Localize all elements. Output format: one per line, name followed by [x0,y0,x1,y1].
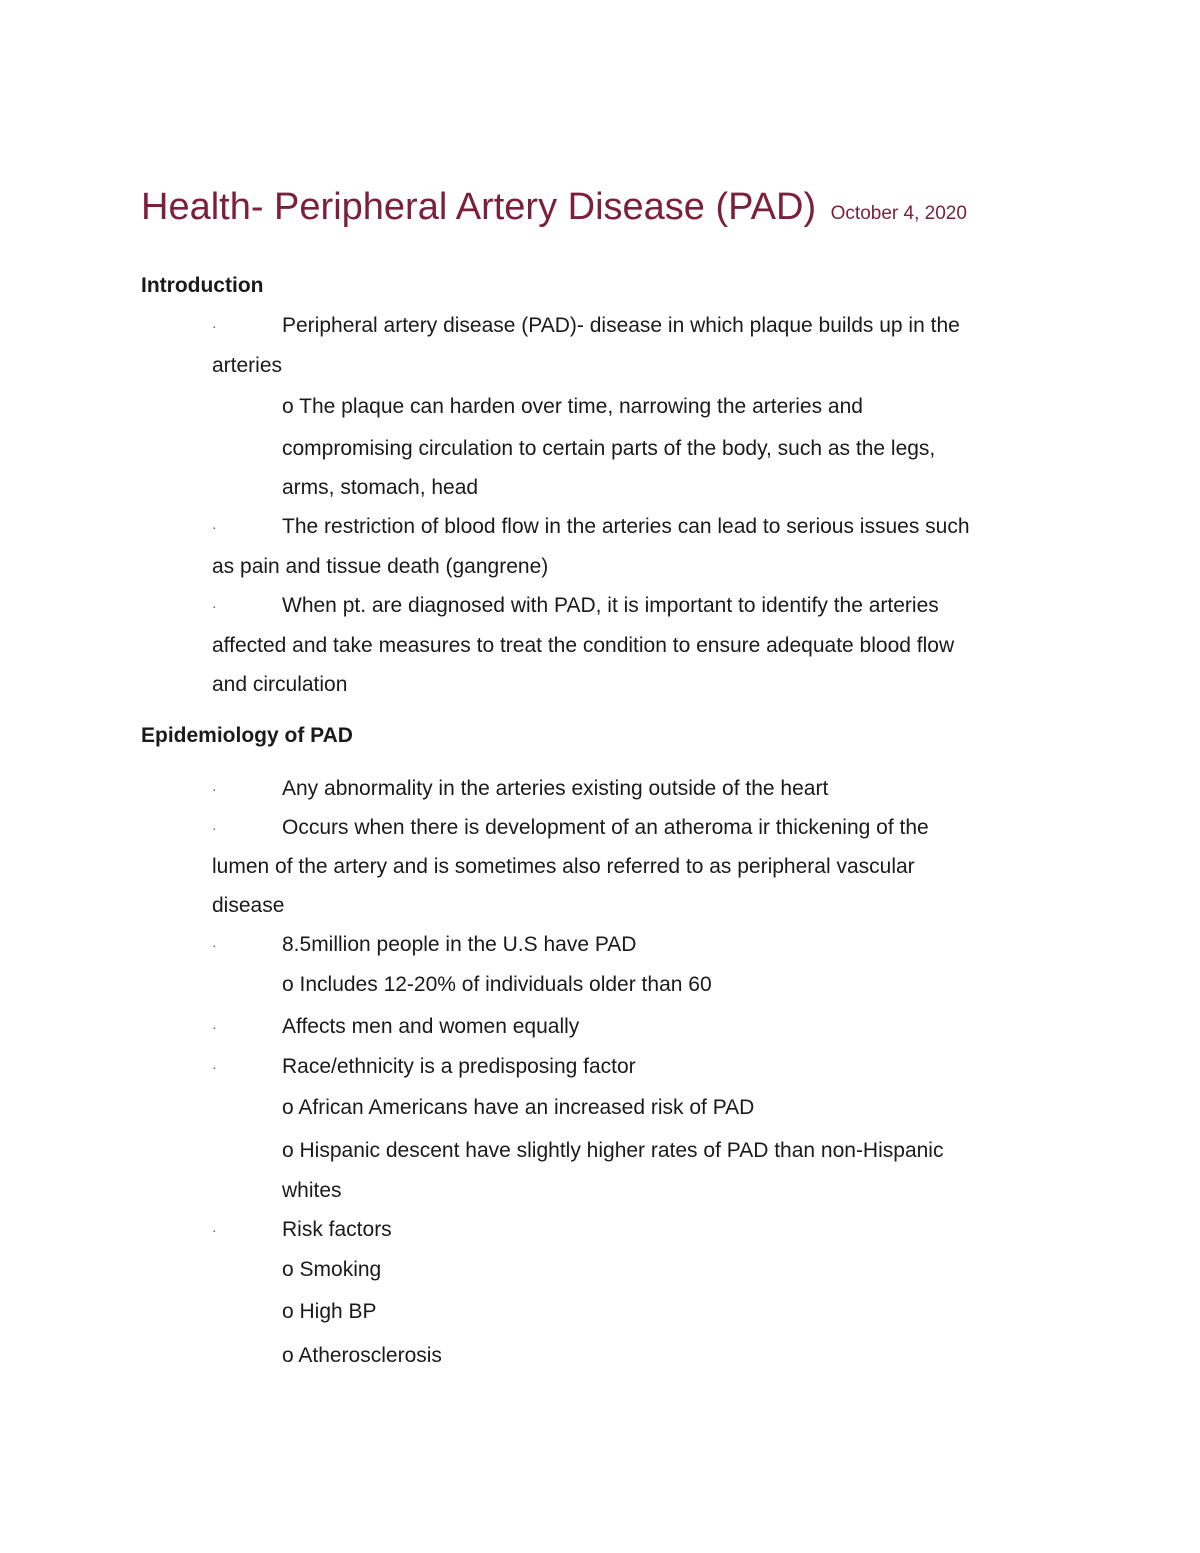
title-text: Health- Peripheral Artery Disease (PAD) [141,186,817,228]
epi-sub-5b: o Hispanic descent have slightly higher rates of PAD than non-Hispanic [282,1139,944,1162]
intro-sub-1-cont-1: compromising circulation to certain parts of the body, such as the legs, [282,437,936,460]
epi-sub-3: o Includes 12-20% of individuals older than 60 [282,973,712,996]
intro-heading: Introduction [141,274,264,297]
intro-sub-1: o The plaque can harden over time, narrowing the arteries and [282,395,863,418]
epi-bullet-2-cont-1: lumen of the artery and is sometimes also referred to as peripheral vascular [212,855,915,878]
epi-sub-6c: o Atherosclerosis [282,1344,442,1367]
epi-bullet-2-cont-2: disease [212,894,285,917]
intro-bullet-3-cont-2: and circulation [212,673,348,696]
intro-bullet-1-cont: arteries [212,354,283,377]
epi-heading: Epidemiology of PAD [141,724,353,747]
bullet-marker: · [212,1222,217,1238]
intro-bullet-2: The restriction of blood flow in the arteries can lead to serious issues such [282,515,970,538]
bullet-marker: · [212,519,217,535]
intro-sub-1-cont-2: arms, stomach, head [282,476,479,499]
epi-bullet-3: 8.5million people in the U.S have PAD [282,933,637,956]
intro-bullet-3: When pt. are diagnosed with PAD, it is important to identify the arteries [282,594,939,617]
bullet-marker: · [212,318,217,334]
epi-bullet-2: Occurs when there is development of an atheroma ir thickening of the [282,816,929,839]
epi-sub-5a: o African Americans have an increased risk of PAD [282,1096,755,1119]
epi-sub-5b-cont: whites [282,1179,342,1202]
epi-sub-6b: o High BP [282,1300,377,1323]
epi-bullet-6: Risk factors [282,1218,392,1241]
intro-bullet-3-cont-1: affected and take measures to treat the condition to ensure adequate blood flow [212,634,955,657]
epi-bullet-4: Affects men and women equally [282,1015,580,1038]
epi-bullet-1: Any abnormality in the arteries existing outside of the heart [282,777,829,800]
bullet-marker: · [212,1019,217,1035]
epi-sub-6a: o Smoking [282,1258,382,1281]
bullet-marker: · [212,1059,217,1075]
bullet-marker: · [212,820,217,836]
bullet-marker: · [212,598,217,614]
bullet-marker: · [212,781,217,797]
intro-bullet-2-cont: as pain and tissue death (gangrene) [212,555,549,578]
page-title [141,184,967,237]
bullet-marker: · [212,937,217,953]
intro-bullet-1: Peripheral artery disease (PAD)- disease in which plaque builds up in the [282,314,960,337]
epi-bullet-5: Race/ethnicity is a predisposing factor [282,1055,636,1078]
title-date: October 4, 2020 [830,203,967,224]
